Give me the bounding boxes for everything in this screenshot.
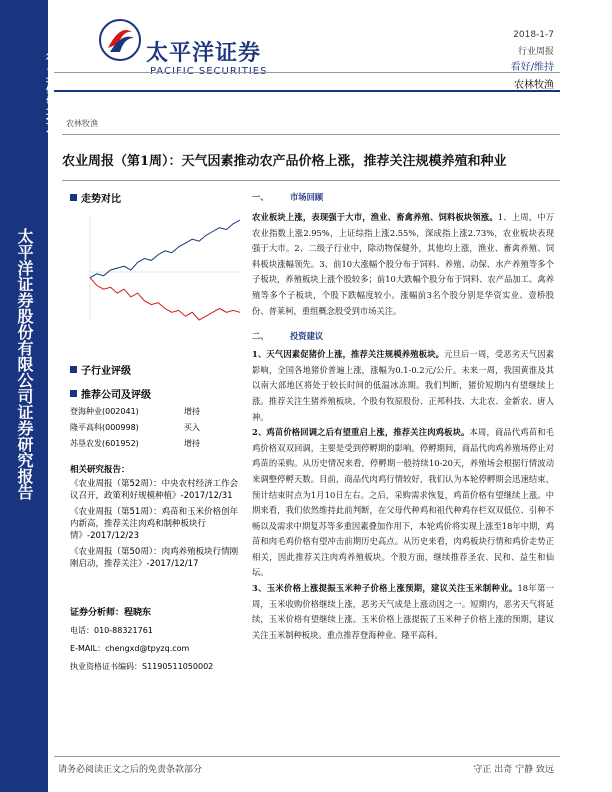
brand-en: PACIFIC SECURITIES — [150, 66, 268, 77]
related-item[interactable]: 《农业周报（第50周）：肉鸡养殖板块行情刚刚启动，推荐关注》-2017/12/17 — [70, 547, 239, 569]
investment-para-2 — [252, 425, 554, 581]
bullet-icon — [70, 390, 77, 397]
sidebar — [0, 0, 62, 792]
stock-name: 隆平高科(000998) — [70, 423, 139, 432]
header-divider-2 — [54, 90, 560, 92]
header-divider — [54, 72, 560, 73]
stock-rating: 增持 — [184, 439, 200, 448]
footer-disclaimer: 请务必阅读正文之后的免责条款部分 — [58, 765, 203, 775]
sub-industry: 农林牧渔 — [66, 119, 98, 128]
rating: 看好/维持 — [510, 62, 554, 73]
section-number: 二、 — [252, 331, 269, 342]
brand-cn: 太平洋证券 — [146, 41, 262, 66]
recommend-list — [70, 404, 240, 452]
analyst-phone: 电话：010-88321761 — [70, 626, 153, 635]
footer-motto: 守正 出奇 宁静 致远 — [473, 765, 554, 775]
sidebar-company-label: 太平洋证券股份有限公司证券研究报告 — [15, 228, 34, 500]
industry: 农林牧渔 — [514, 80, 554, 91]
recommend-label: 推荐公司及评级 — [81, 390, 151, 401]
section-number: 一、 — [252, 192, 269, 203]
sub-rating-section — [70, 362, 131, 377]
stock-rating: 买入 — [184, 423, 200, 432]
related-label: 相关研究报告： — [70, 465, 130, 475]
stock-rating: 增持 — [184, 407, 200, 416]
series-line-0 — [90, 220, 240, 278]
report-date: 2018-1-7 — [513, 30, 554, 40]
analyst-info — [70, 604, 240, 676]
body-text: 1、上周，中万农业指数上涨2.95%，上证综指上涨2.55%，深成指上涨2.73%，农业板块表现强于大市。2、二级子行业中，除动物保健外，其他均上涨，渔业、畜禽养殖、饲料板块涨幅领先。3、前10大涨幅个股分布于饲料、养殖、动保、水产养殖等多个子板块，养殖板块上涨个股较多；前10大跌幅个股分布于饲料、农产品加工、禽养殖等多个子板块，个股下跌幅度较小。涨幅前3名个股分别是华资实业、壹桥股份、普莱柯，重组概念股受到市场关注。 — [252, 212, 554, 316]
sidebar-top-label: 行业研究报告 — [44, 50, 62, 140]
investment-para-3 — [252, 581, 554, 643]
section-title: 投资建议 — [290, 331, 324, 342]
body-text: 18年第一周，玉米收购价格继续上涨，恶劣天气成是上涨动因之一。短期内，恶劣天气将延续，玉米价格有望继续上涨。玉米价格上涨提振了玉米种子价格上涨的预期，建议关注玉米制种板块。重点推荐登海种业、隆平高科。 — [252, 583, 554, 640]
section-investment — [252, 329, 554, 345]
section-market-review — [252, 190, 554, 206]
stock-row — [70, 404, 240, 420]
trend-section — [70, 190, 121, 205]
company-logo — [98, 18, 142, 62]
lead-text: 3、玉米价格上涨提振玉米种子价格上涨预期，建议关注玉米制种业。 — [252, 583, 518, 594]
report-type: 行业周报 — [517, 47, 554, 57]
title-divider — [62, 134, 560, 135]
lead-text: 1、天气因素促猪价上涨，推荐关注规模养殖板块。 — [252, 349, 445, 360]
investment-para-1 — [252, 347, 554, 425]
trend-label: 走势对比 — [81, 194, 121, 205]
related-item[interactable]: 《农业周报（第52周）：中央农村经济工作会议召开，政策利好规模种植》-2017/12/31 — [70, 479, 239, 501]
analyst-email[interactable]: E-MAIL：chengxd@tpyzq.com — [70, 644, 190, 653]
footer-divider — [54, 756, 560, 757]
related-reports — [70, 450, 240, 570]
title-divider-2 — [62, 180, 560, 181]
series-line-1 — [90, 278, 240, 320]
stock-name: 登海种业(002041) — [70, 407, 139, 416]
body-text: 本周，商品代鸡苗和毛鸡价格双双回调，主要是受到停孵期的影响。停孵期间，商品代肉鸡养殖场停止对鸡苗的采购。从历史情况来看，停孵期一般持续10-20天，养殖场会根据行情波动来调整停孵天数。目前，商品代肉鸡行情较好，我们认为本轮停孵期会迅速结束，预计结束时点为1月10日左右。之后，采购需求恢复，鸡苗价格有望继续上涨。中期来看，我们依然维持此前判断，在父母代种鸡和祖代种鸡存栏双双低位、引种不畅以及需求中期复苏等多重因素叠加作用下，本轮鸡价将实现上涨至18年中期，鸡苗和肉毛鸡价格有望冲击前期历史高点。从历史来看，肉鸡板块行情和鸡价走势正相关，因此推荐关注肉鸡养殖板块。个股方面，继续推荐圣农、民和、益生和仙坛。 — [252, 427, 554, 578]
bullet-icon — [70, 194, 77, 201]
analyst-cert: 执业资格证书编码：S1190511050002 — [70, 662, 214, 671]
stock-row — [70, 420, 240, 436]
body-text: 元旦后一周，受恶劣天气因素影响，全国各地猪价普遍上涨，涨幅为0.1-0.2元/公斤。未来一周，我国黄淮及其以南大部地区将处于较长时间的低温冰冻期。我们判断，猪价短期内有望继续上涨。推荐关注生猪养殖板块，个股有牧原股份、正邦科技、大北农、金新农、唐人神。 — [252, 349, 554, 422]
recommend-section — [70, 386, 151, 401]
page-title: 农业周报（第1周）：天气因素推动农产品价格上涨，推荐关注规模养殖和种业 — [62, 154, 507, 169]
bullet-icon — [70, 366, 77, 373]
stock-name: 苏垦农发(601952) — [70, 439, 139, 448]
lead-text: 农业板块上涨，表现强于大市，渔业、畜禽养殖、饲料板块领涨。 — [252, 212, 498, 222]
analyst-label: 证券分析师：程晓东 — [70, 608, 152, 618]
main-content — [252, 190, 554, 643]
related-item[interactable]: 《农业周报（第51周）：鸡苗和玉米价格创年内新高，推荐关注肉鸡和制种板块行情》-2017/12/23 — [70, 507, 239, 541]
section-title: 市场回顾 — [290, 192, 324, 203]
trend-chart — [70, 210, 245, 330]
sub-rating-label: 子行业评级 — [81, 366, 131, 377]
market-review-text — [252, 210, 554, 319]
lead-text: 2、鸡苗价格回调之后有望重启上涨，推荐关注肉鸡板块。 — [252, 427, 470, 438]
